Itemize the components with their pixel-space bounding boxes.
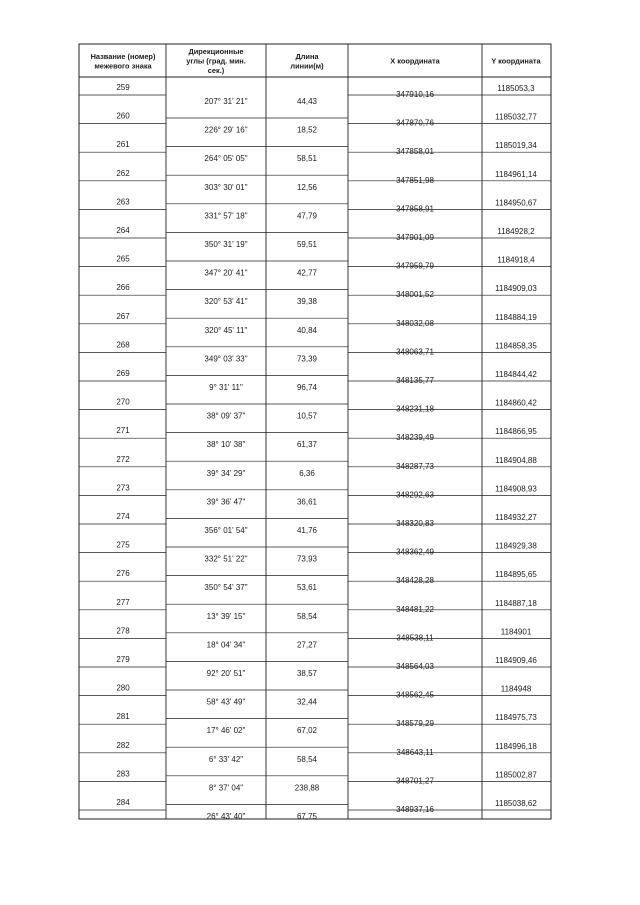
point-name: 260 <box>116 111 130 121</box>
direction-angle: 303° 30' 01" <box>204 182 248 192</box>
line-length: 39,38 <box>296 297 318 307</box>
x-coordinate: 348538,11 <box>396 633 434 643</box>
x-coordinate: 348564,03 <box>396 662 434 671</box>
direction-angle: 332° 51' 22" <box>204 554 248 564</box>
x-coordinate: 347901,09 <box>396 233 434 242</box>
y-coordinate: 1184996,18 <box>495 741 537 751</box>
line-length: 59,51 <box>296 240 318 249</box>
x-coordinate: 348287,73 <box>396 461 434 471</box>
y-coordinate: 1184895,65 <box>495 570 537 580</box>
y-coordinate: 1184928,2 <box>497 227 535 236</box>
coordinates-table <box>79 44 551 821</box>
point-name: 276 <box>116 569 130 579</box>
point-name: 262 <box>116 168 130 178</box>
line-length: 47,79 <box>296 211 318 221</box>
direction-angle: 38° 09' 37" <box>206 411 246 421</box>
y-coordinate: 1184858,35 <box>495 341 537 351</box>
direction-angle: 58° 43' 49" <box>206 697 246 707</box>
x-coordinate: 348231,18 <box>396 404 434 414</box>
point-name: 259 <box>116 83 130 92</box>
x-coordinate: 348362,49 <box>396 547 434 557</box>
header-length-line: Длина <box>295 51 319 61</box>
direction-angle: 38° 10' 38" <box>206 440 246 450</box>
line-length: 58,54 <box>296 611 318 621</box>
x-coordinate: 348135,77 <box>396 376 434 385</box>
line-length: 42,77 <box>296 268 318 278</box>
x-coordinate: 348701,27 <box>396 776 434 786</box>
point-name: 273 <box>116 483 130 493</box>
direction-angle: 92° 20' 51" <box>206 669 246 678</box>
x-coordinate: 348481,22 <box>396 604 434 614</box>
point-name: 267 <box>116 311 130 321</box>
line-length: 53,61 <box>296 583 318 593</box>
line-length: 44,43 <box>296 97 318 106</box>
y-coordinate: 1184901 <box>500 627 532 637</box>
y-coordinate: 1184918,4 <box>497 255 535 265</box>
point-name: 269 <box>116 369 130 378</box>
point-name: 266 <box>116 283 130 293</box>
header-x-line: Х координата <box>390 56 440 66</box>
line-length: 61,37 <box>296 440 318 450</box>
y-coordinate: 1184950,67 <box>495 198 537 208</box>
direction-angle: 8° 37' 04" <box>208 783 244 793</box>
x-coordinate: 347959,79 <box>396 261 434 271</box>
point-name: 281 <box>116 712 130 722</box>
line-length: 40,84 <box>296 325 318 335</box>
y-coordinate: 1184975,73 <box>495 713 537 723</box>
point-name: 284 <box>116 798 130 807</box>
y-coordinate: 1184909,46 <box>495 656 537 665</box>
line-length: 36,61 <box>296 497 318 507</box>
y-coordinate: 1184929,38 <box>495 541 537 551</box>
direction-angle: 350° 31' 19" <box>204 240 248 249</box>
point-name: 263 <box>116 197 130 207</box>
header-y-line: Y координата <box>491 56 541 66</box>
point-name: 264 <box>116 226 130 235</box>
point-name: 268 <box>116 340 130 350</box>
y-coordinate: 1185053,3 <box>497 84 535 93</box>
direction-angle: 207° 31' 21" <box>204 97 248 106</box>
y-coordinate: 1184860,42 <box>495 398 537 408</box>
point-name: 277 <box>116 597 130 607</box>
y-coordinate: 1184844,42 <box>495 370 537 379</box>
y-coordinate: 1185019,34 <box>495 141 537 151</box>
direction-angle: 349° 03' 33" <box>204 354 248 364</box>
line-length: 96,74 <box>296 383 318 392</box>
direction-angle: 320° 45' 11" <box>204 325 248 335</box>
point-name: 261 <box>116 140 130 150</box>
direction-angle: 331° 57' 18" <box>204 211 248 221</box>
line-length: 18,52 <box>296 125 318 135</box>
point-name: 271 <box>116 426 130 436</box>
x-coordinate: 348032,08 <box>396 318 434 328</box>
direction-angle: 264° 05' 05" <box>204 154 248 164</box>
y-coordinate: 1184908,93 <box>495 484 537 494</box>
x-coordinate: 348292,63 <box>396 490 434 500</box>
line-length: 67,02 <box>296 726 318 736</box>
line-length: 73,39 <box>296 354 318 364</box>
x-coordinate: 347910,16 <box>396 90 434 99</box>
point-name: 282 <box>116 740 130 750</box>
direction-angle: 350° 54' 37" <box>204 583 248 593</box>
header-angle-line: углы (град. мин. <box>186 56 246 66</box>
line-length: 73,93 <box>296 554 318 564</box>
direction-angle: 17° 46' 02" <box>206 726 246 736</box>
y-coordinate: 1184948 <box>500 684 532 694</box>
point-name: 265 <box>116 254 130 264</box>
x-coordinate: 348001,52 <box>396 290 434 300</box>
line-length: 38,57 <box>296 669 318 678</box>
line-length: 27,27 <box>296 640 318 650</box>
y-coordinate: 1185002,87 <box>495 770 537 780</box>
x-coordinate: 348320,83 <box>396 519 434 528</box>
point-name: 275 <box>116 540 130 550</box>
y-coordinate: 1184961,14 <box>495 169 537 179</box>
direction-angle: 9° 31' 11" <box>209 383 243 392</box>
x-coordinate: 347870,76 <box>396 118 434 128</box>
line-length: 238,88 <box>294 783 320 793</box>
y-coordinate: 1184866,95 <box>495 427 537 437</box>
direction-angle: 18° 04' 34" <box>206 640 246 650</box>
y-coordinate: 1184904,88 <box>495 455 537 465</box>
point-name: 280 <box>116 683 130 693</box>
direction-angle: 39° 34' 29" <box>206 468 246 478</box>
direction-angle: 39° 36' 47" <box>206 497 246 507</box>
x-coordinate: 347851,98 <box>396 175 434 185</box>
y-coordinate: 1184932,27 <box>495 513 537 522</box>
x-coordinate: 348428,28 <box>396 576 434 586</box>
point-name: 274 <box>116 512 130 521</box>
direction-angle: 6° 33' 42" <box>208 754 244 764</box>
header-name-line: Название (номер) <box>90 51 156 61</box>
y-coordinate: 1184887,18 <box>495 598 537 608</box>
line-length: 41,76 <box>296 526 318 535</box>
direction-angle: 13° 39' 15" <box>206 611 246 621</box>
direction-angle: 347° 20' 41" <box>204 268 248 278</box>
direction-angle: 320° 53' 41" <box>204 297 248 307</box>
line-length: 67,75 <box>296 812 318 821</box>
y-coordinate: 1184909,03 <box>495 284 537 294</box>
point-name: 279 <box>116 655 130 664</box>
point-name: 278 <box>116 626 130 636</box>
x-coordinate: 348937,16 <box>396 805 434 814</box>
x-coordinate: 348643,11 <box>396 747 434 757</box>
header-name-line: межевого знака <box>94 61 152 71</box>
table-body <box>116 83 537 821</box>
point-name: 270 <box>116 397 130 407</box>
y-coordinate: 1184884,19 <box>495 312 537 322</box>
header-angle-line: сек.) <box>207 66 225 75</box>
direction-angle: 226° 29' 16" <box>204 125 248 135</box>
direction-angle: 356° 01' 54" <box>204 526 248 535</box>
line-length: 58,54 <box>296 754 318 764</box>
line-length: 58,51 <box>296 154 318 164</box>
line-length: 32,44 <box>296 697 318 707</box>
point-name: 272 <box>116 454 130 464</box>
point-name: 283 <box>116 769 130 779</box>
line-length: 10,57 <box>296 411 318 421</box>
x-coordinate: 348239,49 <box>396 433 434 443</box>
x-coordinate: 347858,91 <box>396 204 434 214</box>
x-coordinate: 348063,71 <box>396 347 434 357</box>
x-coordinate: 348579,29 <box>396 719 434 729</box>
direction-angle: 26° 43' 40" <box>206 812 246 821</box>
line-length: 6,36 <box>299 468 315 478</box>
x-coordinate: 347858,01 <box>396 147 434 157</box>
line-length: 12,56 <box>296 182 318 192</box>
header-angle-line: Дирекционные <box>188 47 244 56</box>
x-coordinate: 348562,45 <box>396 690 434 700</box>
header-length-line: линии(м) <box>290 61 324 71</box>
y-coordinate: 1185032,77 <box>495 112 537 122</box>
table-header-row <box>91 47 542 75</box>
y-coordinate: 1185038,62 <box>495 799 537 808</box>
